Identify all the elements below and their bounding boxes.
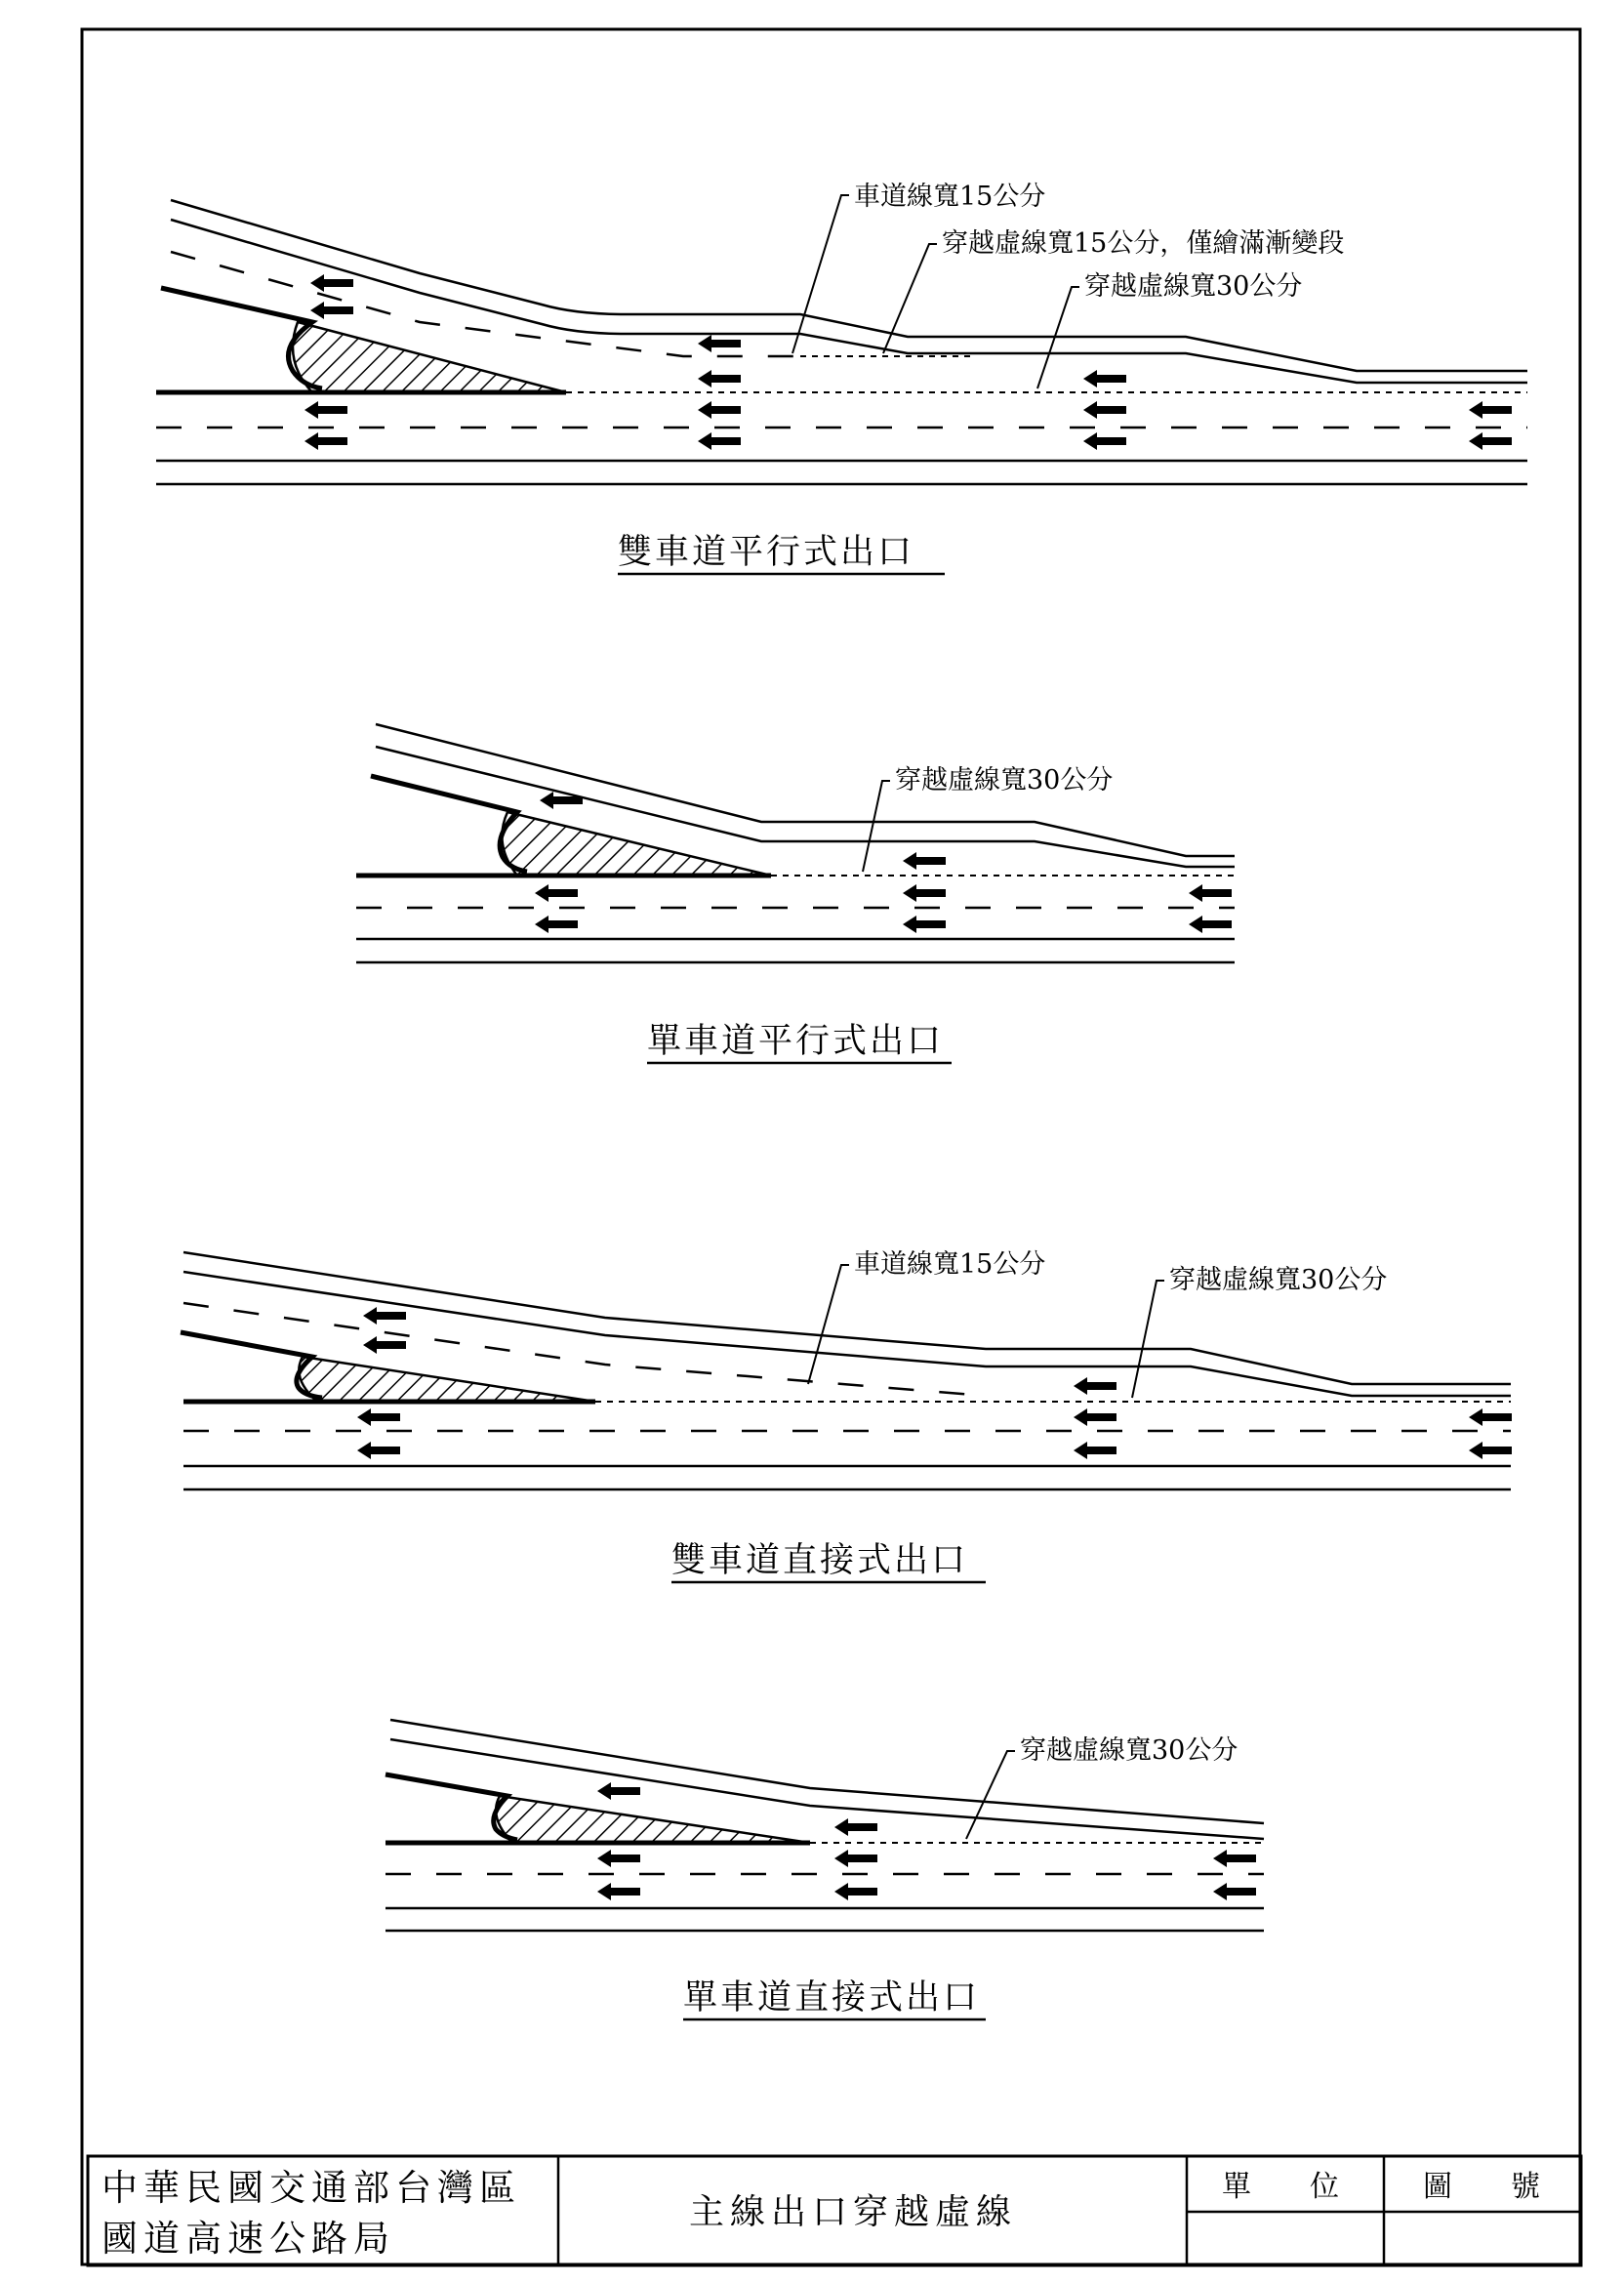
gore-chevron-area bbox=[299, 1357, 595, 1402]
lane-arrow bbox=[535, 884, 578, 902]
lane-arrow bbox=[597, 1883, 640, 1900]
note-lane-line-15: 車道線寬15公分 bbox=[854, 182, 1046, 212]
lane-arrow bbox=[834, 1883, 877, 1900]
title-block bbox=[88, 2156, 1581, 2265]
lane-arrow bbox=[1189, 884, 1232, 902]
lane-arrow bbox=[363, 1336, 406, 1354]
lane-arrow bbox=[310, 302, 353, 319]
note-lane-line-15: 車道線寬15公分 bbox=[854, 1249, 1046, 1280]
lane-arrow bbox=[1469, 1442, 1512, 1459]
lane-arrow bbox=[834, 1850, 877, 1867]
leader-line bbox=[863, 781, 890, 872]
lane-arrow bbox=[357, 1442, 400, 1459]
lane-arrow bbox=[834, 1818, 877, 1836]
agency-line-2: 國道高速公路局 bbox=[102, 2218, 395, 2260]
lane-arrow bbox=[304, 432, 347, 450]
lane-arrow bbox=[1083, 370, 1126, 387]
note-crossing-line-30: 穿越虛線寬30公分 bbox=[1020, 1735, 1238, 1766]
lane-arrow bbox=[903, 916, 946, 933]
lane-arrow bbox=[1469, 1408, 1512, 1426]
figure-dual-parallel-exit bbox=[156, 182, 1527, 574]
lane-arrow bbox=[310, 274, 353, 292]
caption-single-direct: 單車道直接式出口 bbox=[683, 1978, 981, 2018]
leader-line bbox=[808, 1265, 849, 1384]
lane-arrow bbox=[597, 1782, 640, 1800]
lane-arrow bbox=[1469, 401, 1512, 419]
gore-chevron-area bbox=[496, 1796, 810, 1843]
lane-arrow bbox=[597, 1850, 640, 1867]
note-crossing-line-30: 穿越虛線寬30公分 bbox=[895, 765, 1114, 795]
lane-arrow bbox=[1074, 1377, 1116, 1395]
figure-single-parallel-exit bbox=[356, 724, 1235, 1063]
lane-arrow bbox=[698, 370, 741, 387]
lane-arrow bbox=[1213, 1850, 1256, 1867]
drawing-no-label: 圖 號 bbox=[1423, 2170, 1540, 2204]
caption-dual-direct: 雙車道直接式出口 bbox=[671, 1541, 969, 1580]
agency-line-1: 中華民國交通部台灣區 bbox=[102, 2167, 521, 2209]
lane-arrow bbox=[1083, 401, 1126, 419]
lane-arrow bbox=[903, 884, 946, 902]
lane-arrow bbox=[903, 852, 946, 870]
lane-arrow bbox=[363, 1307, 406, 1325]
lane-arrow bbox=[1074, 1442, 1116, 1459]
lane-arrow bbox=[535, 916, 578, 933]
lane-arrow bbox=[357, 1408, 400, 1426]
lane-arrow bbox=[540, 792, 583, 809]
caption-dual-parallel: 雙車道平行式出口 bbox=[618, 533, 915, 572]
note-crossing-line-15-taper: 穿越虛線寬15公分，僅繪滿漸變段 bbox=[942, 228, 1345, 259]
figure-single-direct-exit bbox=[386, 1720, 1264, 2019]
gore-chevron-area bbox=[502, 812, 771, 876]
lane-arrow bbox=[698, 432, 741, 450]
lane-arrow bbox=[304, 401, 347, 419]
lane-arrow bbox=[698, 401, 741, 419]
leader-line bbox=[792, 195, 849, 353]
drawing-title: 主線出口穿越虛線 bbox=[689, 2192, 1018, 2232]
caption-single-parallel: 單車道平行式出口 bbox=[647, 1022, 945, 1061]
lane-arrow bbox=[1083, 432, 1126, 450]
figure-dual-direct-exit bbox=[181, 1249, 1512, 1582]
lane-arrow bbox=[1213, 1883, 1256, 1900]
lane-arrow bbox=[1074, 1408, 1116, 1426]
note-crossing-line-30: 穿越虛線寬30公分 bbox=[1169, 1265, 1388, 1295]
note-crossing-line-30: 穿越虛線寬30公分 bbox=[1084, 271, 1303, 302]
lane-arrow bbox=[698, 335, 741, 352]
lane-arrow bbox=[1469, 432, 1512, 450]
leader-line bbox=[966, 1751, 1015, 1839]
unit-label: 單 位 bbox=[1222, 2170, 1339, 2204]
gore-chevron-area bbox=[293, 322, 566, 392]
lane-arrow bbox=[1189, 916, 1232, 933]
leader-line bbox=[1132, 1281, 1164, 1398]
